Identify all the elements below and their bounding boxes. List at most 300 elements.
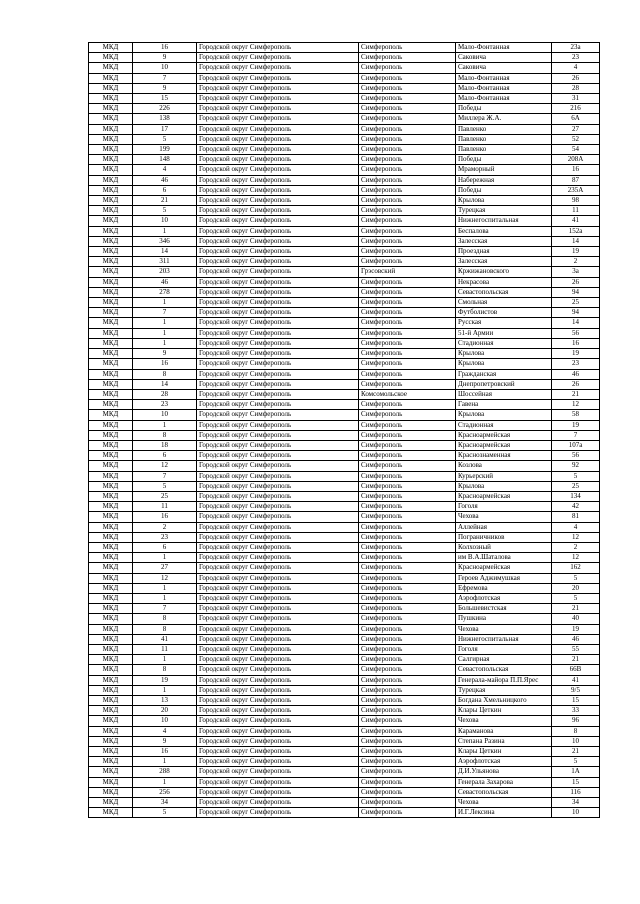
district-cell: Городской округ Симферополь — [197, 675, 359, 685]
street-cell: Саковича — [456, 63, 552, 73]
street-cell: Красноармейская — [456, 440, 552, 450]
type-cell: МКД — [89, 124, 133, 134]
district-cell: Городской округ Симферополь — [197, 145, 359, 155]
locality-cell: Симферополь — [359, 502, 456, 512]
type-cell: МКД — [89, 502, 133, 512]
locality-cell: Симферополь — [359, 798, 456, 808]
table-row — [89, 563, 600, 573]
count-cell: 27 — [133, 563, 197, 573]
house-cell: 54 — [552, 145, 600, 155]
table-row — [89, 185, 600, 195]
district-cell: Городской округ Симферополь — [197, 277, 359, 287]
type-cell: МКД — [89, 318, 133, 328]
house-cell: 8 — [552, 726, 600, 736]
table-row — [89, 736, 600, 746]
house-cell: 14 — [552, 318, 600, 328]
type-cell: МКД — [89, 696, 133, 706]
street-cell: Кржижановского — [456, 267, 552, 277]
type-cell: МКД — [89, 216, 133, 226]
count-cell: 9 — [133, 53, 197, 63]
district-cell: Городской округ Симферополь — [197, 542, 359, 552]
house-cell: 6А — [552, 114, 600, 124]
count-cell: 1 — [133, 226, 197, 236]
house-cell: 10 — [552, 808, 600, 818]
locality-cell: Симферополь — [359, 338, 456, 348]
count-cell: 7 — [133, 308, 197, 318]
district-cell: Городской округ Симферополь — [197, 604, 359, 614]
street-cell: Нижнегоспитальная — [456, 216, 552, 226]
street-cell: Пушкина — [456, 614, 552, 624]
district-cell: Городской округ Симферополь — [197, 440, 359, 450]
table-row — [89, 644, 600, 654]
district-cell: Городской округ Симферополь — [197, 379, 359, 389]
locality-cell: Симферополь — [359, 440, 456, 450]
table-row — [89, 236, 600, 246]
type-cell: МКД — [89, 604, 133, 614]
district-cell: Городской округ Симферополь — [197, 267, 359, 277]
street-cell: Гавена — [456, 400, 552, 410]
locality-cell: Симферополь — [359, 165, 456, 175]
count-cell: 148 — [133, 155, 197, 165]
locality-cell: Симферополь — [359, 644, 456, 654]
street-cell: Павленко — [456, 134, 552, 144]
table-row — [89, 257, 600, 267]
district-cell: Городской округ Симферополь — [197, 655, 359, 665]
locality-cell: Симферополь — [359, 185, 456, 195]
house-cell: 31 — [552, 94, 600, 104]
type-cell: МКД — [89, 114, 133, 124]
table-row — [89, 328, 600, 338]
table-row — [89, 83, 600, 93]
district-cell: Городской округ Симферополь — [197, 696, 359, 706]
type-cell: МКД — [89, 359, 133, 369]
district-cell: Городской округ Симферополь — [197, 593, 359, 603]
house-cell: 42 — [552, 502, 600, 512]
district-cell: Городской округ Симферополь — [197, 706, 359, 716]
locality-cell: Симферополь — [359, 736, 456, 746]
district-cell: Городской округ Симферополь — [197, 420, 359, 430]
district-cell: Городской округ Симферополь — [197, 410, 359, 420]
table-row — [89, 104, 600, 114]
locality-cell: Симферополь — [359, 655, 456, 665]
type-cell: МКД — [89, 777, 133, 787]
street-cell: Чехова — [456, 512, 552, 522]
table-row — [89, 798, 600, 808]
locality-cell: Симферополь — [359, 349, 456, 359]
house-cell: 94 — [552, 308, 600, 318]
table-row — [89, 726, 600, 736]
district-cell: Городской округ Симферополь — [197, 665, 359, 675]
table-row — [89, 145, 600, 155]
type-cell: МКД — [89, 757, 133, 767]
count-cell: 346 — [133, 236, 197, 246]
locality-cell: Симферополь — [359, 104, 456, 114]
type-cell: МКД — [89, 298, 133, 308]
district-cell: Городской округ Симферополь — [197, 369, 359, 379]
district-cell: Городской округ Симферополь — [197, 206, 359, 216]
type-cell: МКД — [89, 675, 133, 685]
count-cell: 7 — [133, 73, 197, 83]
street-cell: Колхозный — [456, 542, 552, 552]
street-cell: Турецкая — [456, 206, 552, 216]
count-cell: 7 — [133, 604, 197, 614]
house-cell: 58 — [552, 410, 600, 420]
type-cell: МКД — [89, 185, 133, 195]
locality-cell: Симферополь — [359, 124, 456, 134]
table-body — [89, 43, 600, 818]
locality-cell: Симферополь — [359, 563, 456, 573]
type-cell: МКД — [89, 420, 133, 430]
type-cell: МКД — [89, 685, 133, 695]
type-cell: МКД — [89, 277, 133, 287]
table-row — [89, 134, 600, 144]
street-cell: Д.И.Ульянова — [456, 767, 552, 777]
district-cell: Городской округ Симферополь — [197, 767, 359, 777]
house-cell: 19 — [552, 420, 600, 430]
street-cell: Героев Аджимушкая — [456, 573, 552, 583]
table-row — [89, 624, 600, 634]
house-cell: 94 — [552, 287, 600, 297]
house-cell: 19 — [552, 349, 600, 359]
street-cell: Набережная — [456, 175, 552, 185]
house-cell: 116 — [552, 787, 600, 797]
count-cell: 6 — [133, 542, 197, 552]
district-cell: Городской округ Симферополь — [197, 175, 359, 185]
housing-table — [88, 42, 600, 818]
locality-cell: Симферополь — [359, 287, 456, 297]
house-cell: 12 — [552, 553, 600, 563]
locality-cell: Симферополь — [359, 481, 456, 491]
type-cell: МКД — [89, 614, 133, 624]
locality-cell: Симферополь — [359, 808, 456, 818]
type-cell: МКД — [89, 634, 133, 644]
house-cell: 15 — [552, 777, 600, 787]
type-cell: МКД — [89, 542, 133, 552]
type-cell: МКД — [89, 665, 133, 675]
house-cell: 33 — [552, 706, 600, 716]
district-cell: Городской округ Симферополь — [197, 94, 359, 104]
locality-cell: Симферополь — [359, 522, 456, 532]
type-cell: МКД — [89, 787, 133, 797]
count-cell: 1 — [133, 298, 197, 308]
table-row — [89, 73, 600, 83]
locality-cell: Симферополь — [359, 134, 456, 144]
street-cell: Севастопольская — [456, 787, 552, 797]
count-cell: 1 — [133, 420, 197, 430]
street-cell: Аллейная — [456, 522, 552, 532]
table-row — [89, 716, 600, 726]
district-cell: Городской округ Симферополь — [197, 563, 359, 573]
house-cell: 25 — [552, 481, 600, 491]
table-row — [89, 471, 600, 481]
count-cell: 1 — [133, 318, 197, 328]
street-cell: Крылова — [456, 196, 552, 206]
table-row — [89, 685, 600, 695]
street-cell: Чехова — [456, 624, 552, 634]
street-cell: Мало-Фонтанная — [456, 94, 552, 104]
locality-cell: Симферополь — [359, 420, 456, 430]
street-cell: Павленко — [456, 124, 552, 134]
street-cell: Красноармейская — [456, 563, 552, 573]
table-row — [89, 747, 600, 757]
count-cell: 9 — [133, 83, 197, 93]
table-row — [89, 787, 600, 797]
house-cell: 81 — [552, 512, 600, 522]
locality-cell: Симферополь — [359, 400, 456, 410]
district-cell: Городской округ Симферополь — [197, 634, 359, 644]
locality-cell: Симферополь — [359, 491, 456, 501]
type-cell: МКД — [89, 175, 133, 185]
district-cell: Городской округ Симферополь — [197, 716, 359, 726]
locality-cell: Симферополь — [359, 175, 456, 185]
table-row — [89, 706, 600, 716]
table-row — [89, 287, 600, 297]
count-cell: 46 — [133, 277, 197, 287]
street-cell: Богдана Хмельницкого — [456, 696, 552, 706]
type-cell: МКД — [89, 736, 133, 746]
type-cell: МКД — [89, 104, 133, 114]
house-cell: 21 — [552, 655, 600, 665]
locality-cell: Симферополь — [359, 257, 456, 267]
district-cell: Городской округ Симферополь — [197, 808, 359, 818]
house-cell: 16 — [552, 338, 600, 348]
table-row — [89, 277, 600, 287]
table-row — [89, 491, 600, 501]
house-cell: 16 — [552, 165, 600, 175]
locality-cell: Симферополь — [359, 573, 456, 583]
table-row — [89, 583, 600, 593]
house-cell: 5 — [552, 593, 600, 603]
count-cell: 1 — [133, 553, 197, 563]
house-cell: 1А — [552, 767, 600, 777]
locality-cell: Симферополь — [359, 767, 456, 777]
type-cell: МКД — [89, 196, 133, 206]
type-cell: МКД — [89, 83, 133, 93]
district-cell: Городской округ Симферополь — [197, 736, 359, 746]
type-cell: МКД — [89, 73, 133, 83]
locality-cell: Симферополь — [359, 747, 456, 757]
district-cell: Городской округ Симферополь — [197, 614, 359, 624]
street-cell: Залесская — [456, 257, 552, 267]
house-cell: 4 — [552, 63, 600, 73]
type-cell: МКД — [89, 532, 133, 542]
locality-cell: Симферополь — [359, 726, 456, 736]
street-cell: Крылова — [456, 349, 552, 359]
street-cell: Ефремова — [456, 583, 552, 593]
locality-cell: Симферополь — [359, 624, 456, 634]
table-row — [89, 767, 600, 777]
table-row — [89, 359, 600, 369]
table-row — [89, 696, 600, 706]
house-cell: 87 — [552, 175, 600, 185]
house-cell: 11 — [552, 206, 600, 216]
locality-cell: Симферополь — [359, 247, 456, 257]
street-cell: Клары Цеткин — [456, 747, 552, 757]
district-cell: Городской округ Симферополь — [197, 389, 359, 399]
district-cell: Городской округ Симферополь — [197, 318, 359, 328]
type-cell: МКД — [89, 747, 133, 757]
house-cell: 15 — [552, 696, 600, 706]
type-cell: МКД — [89, 522, 133, 532]
district-cell: Городской округ Симферополь — [197, 196, 359, 206]
street-cell: Козлова — [456, 461, 552, 471]
type-cell: МКД — [89, 328, 133, 338]
district-cell: Городской округ Симферополь — [197, 583, 359, 593]
type-cell: МКД — [89, 165, 133, 175]
locality-cell: Симферополь — [359, 471, 456, 481]
district-cell: Городской округ Симферополь — [197, 685, 359, 695]
district-cell: Городской округ Симферополь — [197, 787, 359, 797]
count-cell: 9 — [133, 736, 197, 746]
street-cell: Аэрофлотская — [456, 593, 552, 603]
type-cell: МКД — [89, 155, 133, 165]
street-cell: Нижнегоспитальная — [456, 634, 552, 644]
locality-cell: Симферополь — [359, 328, 456, 338]
district-cell: Городской округ Симферополь — [197, 359, 359, 369]
street-cell: Победы — [456, 155, 552, 165]
district-cell: Городской округ Симферополь — [197, 226, 359, 236]
street-cell: Аэрофлотская — [456, 757, 552, 767]
street-cell: Гражданская — [456, 369, 552, 379]
count-cell: 13 — [133, 696, 197, 706]
table-row — [89, 542, 600, 552]
type-cell: МКД — [89, 798, 133, 808]
street-cell: Чехова — [456, 716, 552, 726]
table-row — [89, 400, 600, 410]
district-cell: Городской округ Симферополь — [197, 43, 359, 53]
house-cell: 56 — [552, 451, 600, 461]
type-cell: МКД — [89, 624, 133, 634]
district-cell: Городской округ Симферополь — [197, 83, 359, 93]
street-cell: Стадионная — [456, 338, 552, 348]
house-cell: 235А — [552, 185, 600, 195]
street-cell: Миллера Ж.А. — [456, 114, 552, 124]
count-cell: 6 — [133, 185, 197, 195]
house-cell: 134 — [552, 491, 600, 501]
street-cell: Днепропетровский — [456, 379, 552, 389]
street-cell: Севастопольская — [456, 287, 552, 297]
locality-cell: Симферополь — [359, 73, 456, 83]
street-cell: Саковича — [456, 53, 552, 63]
street-cell: Мало-Фонтанная — [456, 43, 552, 53]
table-row — [89, 53, 600, 63]
table-row — [89, 338, 600, 348]
type-cell: МКД — [89, 338, 133, 348]
district-cell: Городской округ Симферополь — [197, 134, 359, 144]
street-cell: Генерала-майора П.П.Ярес — [456, 675, 552, 685]
house-cell: 4 — [552, 522, 600, 532]
locality-cell: Симферополь — [359, 665, 456, 675]
street-cell: Генерала Захарова — [456, 777, 552, 787]
street-cell: Крылова — [456, 410, 552, 420]
type-cell: МКД — [89, 451, 133, 461]
table-row — [89, 522, 600, 532]
house-cell: 216 — [552, 104, 600, 114]
table-row — [89, 175, 600, 185]
count-cell: 1 — [133, 328, 197, 338]
district-cell: Городской округ Симферополь — [197, 726, 359, 736]
table-row — [89, 267, 600, 277]
count-cell: 34 — [133, 798, 197, 808]
house-cell: 98 — [552, 196, 600, 206]
street-cell: Русская — [456, 318, 552, 328]
table-row — [89, 226, 600, 236]
table-row — [89, 593, 600, 603]
type-cell: МКД — [89, 471, 133, 481]
table-row — [89, 430, 600, 440]
street-cell: Крылова — [456, 481, 552, 491]
district-cell: Городской округ Симферополь — [197, 777, 359, 787]
district-cell: Городской округ Симферополь — [197, 287, 359, 297]
table-row — [89, 196, 600, 206]
house-cell: 55 — [552, 644, 600, 654]
count-cell: 138 — [133, 114, 197, 124]
count-cell: 16 — [133, 512, 197, 522]
table-row — [89, 808, 600, 818]
district-cell: Городской округ Симферополь — [197, 247, 359, 257]
district-cell: Городской округ Симферополь — [197, 573, 359, 583]
table-row — [89, 308, 600, 318]
district-cell: Городской округ Симферополь — [197, 73, 359, 83]
district-cell: Городской округ Симферополь — [197, 461, 359, 471]
type-cell: МКД — [89, 491, 133, 501]
count-cell: 9 — [133, 349, 197, 359]
locality-cell: Симферополь — [359, 216, 456, 226]
district-cell: Городской округ Симферополь — [197, 532, 359, 542]
count-cell: 16 — [133, 747, 197, 757]
street-cell: Чехова — [456, 798, 552, 808]
table-row — [89, 43, 600, 53]
count-cell: 12 — [133, 573, 197, 583]
locality-cell: Симферополь — [359, 155, 456, 165]
table-row — [89, 440, 600, 450]
count-cell: 41 — [133, 634, 197, 644]
locality-cell: Симферополь — [359, 196, 456, 206]
locality-cell: Комсомольское — [359, 389, 456, 399]
table-row — [89, 410, 600, 420]
table-row — [89, 634, 600, 644]
type-cell: МКД — [89, 430, 133, 440]
table-row — [89, 573, 600, 583]
table-row — [89, 553, 600, 563]
house-cell: 5 — [552, 573, 600, 583]
count-cell: 311 — [133, 257, 197, 267]
count-cell: 18 — [133, 440, 197, 450]
house-cell: 92 — [552, 461, 600, 471]
type-cell: МКД — [89, 134, 133, 144]
count-cell: 23 — [133, 532, 197, 542]
type-cell: МКД — [89, 726, 133, 736]
house-cell: 21 — [552, 747, 600, 757]
locality-cell: Симферополь — [359, 512, 456, 522]
count-cell: 11 — [133, 644, 197, 654]
type-cell: МКД — [89, 206, 133, 216]
district-cell: Городской округ Симферополь — [197, 522, 359, 532]
street-cell: Смольная — [456, 298, 552, 308]
street-cell: Курьерский — [456, 471, 552, 481]
type-cell: МКД — [89, 553, 133, 563]
type-cell: МКД — [89, 593, 133, 603]
house-cell: 26 — [552, 379, 600, 389]
locality-cell: Симферополь — [359, 145, 456, 155]
locality-cell: Симферополь — [359, 604, 456, 614]
district-cell: Городской округ Симферополь — [197, 185, 359, 195]
table-row — [89, 420, 600, 430]
count-cell: 10 — [133, 716, 197, 726]
table-row — [89, 451, 600, 461]
street-cell: им В.А.Шаталова — [456, 553, 552, 563]
locality-cell: Грэсовский — [359, 267, 456, 277]
